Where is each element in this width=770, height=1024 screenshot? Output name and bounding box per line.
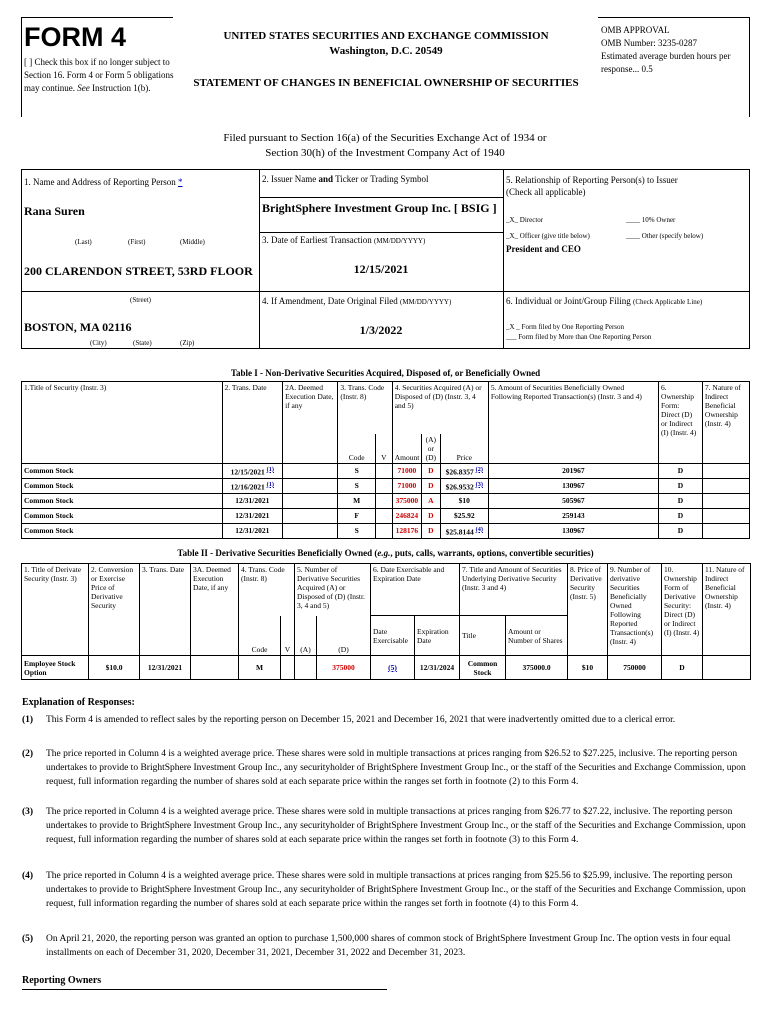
footnote-text: This Form 4 is amended to reflect sales by the reporting person on December 15, 2021 and December 16, 2021 that were inadvertently omitted due to a clerical error. — [46, 715, 676, 725]
table1 — [21, 381, 750, 539]
one-reporting-person-option[interactable]: _X _ Form filed by One Reporting Person — [506, 323, 625, 331]
box3-label: 3. Date of Earliest Transaction (MM/DD/YYYY) — [262, 235, 426, 245]
filed-pursuant-line2: Section 30(h) of the Investment Company Act of 1940 — [265, 147, 505, 159]
footnote-text: The price reported in Column 4 is a weighted average price. These shares were sold in multiple transactions at prices ranging from $25.56 to $25.99, inclusive. The reporting person undertakes to provide to BrightSphere Investment Group Inc., any securityholder of BrightSphere Investment Group Inc., or the staff of the Securities and Exchange Commission, upon request, full information regarding the number of shares sold at each separate price within the ranges set forth in footnote (4) to this Form 4. — [46, 871, 746, 909]
row-code: S — [338, 463, 376, 478]
row-owned: 259143 — [488, 508, 658, 523]
box5-sub: (Check all applicable) — [506, 187, 586, 197]
other-checkbox[interactable]: ____ Other (specify below) — [626, 232, 704, 240]
t1-h5: 5. Amount of Securities Beneficially Owned Following Reported Transaction(s) (Instr. 3 and 4) — [488, 382, 658, 464]
burden-hours: Estimated average burden hours per response... 0.5 — [601, 51, 731, 74]
box4-label: 4. If Amendment, Date Original Filed (MM/DD/YYYY) — [262, 296, 452, 306]
row-code: M — [338, 493, 376, 508]
t1-sub-code: Code — [338, 434, 376, 464]
t2-price: $10 — [568, 656, 608, 680]
state-label: (State) — [133, 339, 152, 347]
form-title: FORM 4 — [24, 22, 127, 52]
row-owned: 130967 — [488, 478, 658, 493]
row-deemed — [283, 463, 338, 478]
asterisk-link[interactable]: * — [177, 177, 183, 187]
box2-label: 2. Issuer Name and Ticker or Trading Symbol — [262, 174, 429, 184]
footnote-link[interactable]: (1) — [266, 480, 274, 488]
row-amount: 71000 — [392, 478, 421, 493]
row-date: 12/31/2021 — [222, 493, 283, 508]
t2-h7: 7. Title and Amount of Securities Underlying Derivative Security (Instr. 3 and 4) — [460, 564, 568, 616]
no-longer-subject-checkbox[interactable] — [24, 56, 174, 95]
box6-label: 6. Individual or Joint/Group Filing (Check Applicable Line) — [506, 296, 703, 306]
t1-h1: 1.Title of Security (Instr. 3) — [22, 382, 223, 464]
t2-h9: 9. Number of derivative Securities Beneficially Owned Following Reported Transaction(s) (Instr. 4) — [608, 564, 662, 656]
t1-sub-price: Price — [440, 434, 488, 464]
row-nature — [702, 508, 749, 523]
amendment-date: 1/3/2022 — [359, 323, 403, 337]
row-title: Common Stock — [22, 523, 223, 538]
explanation-title: Explanation of Responses: — [22, 697, 135, 708]
table-row — [22, 508, 750, 523]
t2-exp: 12/31/2024 — [415, 656, 460, 680]
t1-sub-ad: (A) or (D) — [421, 434, 440, 464]
director-checkbox[interactable]: _X_ Director — [506, 216, 544, 224]
t2-code: M — [239, 656, 281, 680]
row-form: D — [659, 523, 703, 538]
row-ad: D — [421, 508, 440, 523]
t2-title: Employee Stock Option — [22, 656, 89, 680]
earliest-transaction-date: 12/15/2021 — [353, 262, 409, 276]
reporting-owners-title: Reporting Owners — [22, 975, 102, 986]
row-v — [376, 523, 393, 538]
instruction-ref: Instruction 1(b). — [92, 83, 151, 93]
row-form: D — [659, 508, 703, 523]
row-deemed — [283, 523, 338, 538]
row-code: S — [338, 523, 376, 538]
t2-h11: 11. Nature of Indirect Beneficial Ownership (Instr. 4) — [703, 564, 751, 656]
row-deemed — [283, 493, 338, 508]
footnote-text: On April 21, 2020, the reporting person was granted an option to purchase 1,500,000 shares of common stock of BrightSphere Investment Group Inc. The option vests in four equal installments on each of December 31, 2020, December 31, 2021, December 31, 2022 and December 31, 2023. — [46, 934, 731, 958]
footnote-number: (4) — [22, 871, 34, 881]
officer-title: President and CEO — [506, 244, 581, 254]
row-code: F — [338, 508, 376, 523]
footnote-number: (2) — [22, 749, 34, 759]
row-ad: D — [421, 478, 440, 493]
city-label: (City) — [90, 339, 107, 347]
row-amount: 375000 — [392, 493, 421, 508]
filed-pursuant-line1: Filed pursuant to Section 16(a) of the Securities Exchange Act of 1934 or — [223, 132, 547, 144]
footnote-number: (1) — [22, 715, 34, 725]
row-amount: 246824 — [392, 508, 421, 523]
t2-owned: 750000 — [608, 656, 662, 680]
t2-conv: $10.0 — [89, 656, 140, 680]
t2-h8: 8. Price of Derivative Security (Instr. 5) — [568, 564, 608, 656]
row-date: 12/15/2021 $^{(1)}$ — [222, 463, 283, 478]
row-ad: D — [421, 523, 440, 538]
table-row — [22, 463, 750, 478]
fn5-link[interactable]: (5) — [388, 663, 397, 672]
t2-h10: 10. Ownership Form of Derivative Security: Direct (D) or Indirect (I) (Instr. 4) — [662, 564, 703, 656]
box1-label: 1. Name and Address of Reporting Person * — [24, 177, 183, 187]
row-price: $10 — [440, 493, 488, 508]
t2-form: D — [662, 656, 703, 680]
footnote-link[interactable]: (1) — [266, 465, 274, 473]
row-nature — [702, 478, 749, 493]
row-v — [376, 508, 393, 523]
footnote-link[interactable]: (2) — [475, 465, 483, 473]
row-price: $25.8144 $^{(4)}$ — [440, 523, 488, 538]
t1-sub-amount: Amount — [392, 434, 421, 464]
reporting-person-name: Rana Suren — [24, 204, 85, 218]
footnote-number: (3) — [22, 807, 34, 817]
t2-sub-date-ex: Date Exercisable — [371, 616, 415, 656]
t2-h3a: 3A. Deemed Execution Date, if any — [191, 564, 239, 656]
t2-u-amount: 375000.0 — [506, 656, 568, 680]
t2-sub-code: Code — [239, 616, 281, 656]
footnote-number: (5) — [22, 934, 34, 944]
t2-sub-a: (A) — [295, 616, 317, 656]
see-word: See — [77, 83, 90, 93]
table2-title: Table II - Derivative Securities Beneficially Owned (e.g., puts, calls, warrants, options, convertible securities) — [177, 548, 594, 558]
row-owned: 130967 — [488, 523, 658, 538]
omb-number: OMB Number: 3235-0287 — [601, 38, 697, 48]
t1-h2: 2. Trans. Date — [222, 382, 283, 464]
row-date: 12/31/2021 — [222, 523, 283, 538]
row-ad: A — [421, 493, 440, 508]
first-label: (First) — [128, 238, 146, 246]
row-title: Common Stock — [22, 463, 223, 478]
t2-h4: 4. Trans. Code (Instr. 8) — [239, 564, 295, 616]
row-form: D — [659, 478, 703, 493]
box5-label: 5. Relationship of Reporting Person(s) to Issuer — [506, 175, 678, 185]
row-title: Common Stock — [22, 478, 223, 493]
middle-label: (Middle) — [180, 238, 205, 246]
footnote-link[interactable]: (4) — [475, 525, 483, 533]
table2-row — [22, 656, 751, 680]
footnote-text: The price reported in Column 4 is a weighted average price. These shares were sold in multiple transactions at prices ranging from $26.52 to $27.225, inclusive. The reporting person undertakes to provide to BrightSphere Investment Group Inc., any securityholder of BrightSphere Investment Group Inc., or the staff of the Securities and Exchange Commission, upon request, full information regarding the number of shares sold at each separate price within the ranges set forth in footnote (2) to this Form 4. — [46, 749, 746, 787]
statement-title: STATEMENT OF CHANGES IN BENEFICIAL OWNERSHIP OF SECURITIES — [193, 77, 579, 89]
street-address: 200 CLARENDON STREET, 53RD FLOOR — [24, 264, 253, 278]
row-ad: D — [421, 463, 440, 478]
row-nature — [702, 463, 749, 478]
t2-sub-exp: Expiration Date — [415, 616, 460, 656]
t2-sub-d: (D) — [317, 616, 371, 656]
ten-percent-owner-checkbox[interactable]: ____ 10% Owner — [626, 216, 676, 224]
t2-d: 375000 — [317, 656, 371, 680]
check-box-text: [ ] Check this box if no longer subject to Section 16. Form 4 or Form 5 obligations may continue. — [24, 57, 174, 93]
t1-h2a: 2A. Deemed Execution Date, if any — [283, 382, 338, 464]
t1-h3: 3. Trans. Code (Instr. 8) — [338, 382, 392, 434]
agency-city: Washington, D.C. 20549 — [329, 45, 443, 57]
t2-sub-v: V — [281, 616, 295, 656]
table-row — [22, 478, 750, 493]
row-owned: 201967 — [488, 463, 658, 478]
table1-title: Table I - Non-Derivative Securities Acquired, Disposed of, or Beneficially Owned — [230, 368, 541, 378]
street-label: (Street) — [130, 296, 151, 304]
zip-label: (Zip) — [180, 339, 195, 347]
officer-checkbox[interactable]: _X_ Officer (give title below) — [506, 232, 590, 240]
row-price: $25.92 — [440, 508, 488, 523]
t2-h3: 3. Trans. Date — [140, 564, 191, 656]
more-reporting-persons-option[interactable]: ___ Form filed by More than One Reporting Person — [506, 333, 652, 341]
row-deemed — [283, 478, 338, 493]
city-state-zip: BOSTON, MA 02116 — [24, 320, 132, 334]
table2 — [21, 563, 751, 680]
table-row — [22, 523, 750, 538]
row-price: $26.8357 $^{(2)}$ — [440, 463, 488, 478]
t2-sub-title: Title — [460, 616, 506, 656]
t2-date: 12/31/2021 — [140, 656, 191, 680]
t1-h4: 4. Securities Acquired (A) or Disposed of (D) (Instr. 3, 4 and 5) — [392, 382, 488, 434]
t2-sub-amount: Amount or Number of Shares — [506, 616, 568, 656]
row-date: 12/16/2021 $^{(1)}$ — [222, 478, 283, 493]
row-amount: 71000 — [392, 463, 421, 478]
row-title: Common Stock — [22, 508, 223, 523]
table-row — [22, 493, 750, 508]
t1-h7: 7. Nature of Indirect Beneficial Ownership (Instr. 4) — [702, 382, 749, 464]
row-price: $26.9532 $^{(3)}$ — [440, 478, 488, 493]
agency-name: UNITED STATES SECURITIES AND EXCHANGE COMMISSION — [223, 30, 549, 42]
row-v — [376, 463, 393, 478]
t1-h6: 6. Ownership Form: Direct (D) or Indirect (I) (Instr. 4) — [659, 382, 703, 464]
row-deemed — [283, 508, 338, 523]
t2-h2: 2. Conversion or Exercise Price of Derivative Security — [89, 564, 140, 656]
row-code: S — [338, 478, 376, 493]
row-owned: 505967 — [488, 493, 658, 508]
footnote-link[interactable]: (3) — [475, 480, 483, 488]
issuer-name: BrightSphere Investment Group Inc. [ BSIG ] — [262, 201, 497, 215]
row-nature — [702, 523, 749, 538]
footnote-text: The price reported in Column 4 is a weighted average price. These shares were sold in multiple transactions at prices ranging from $26.77 to $27.22, inclusive. The reporting person undertakes to provide to BrightSphere Investment Group Inc., any securityholder of BrightSphere Investment Group Inc., or the staff of the Securities and Exchange Commission, upon request, full information regarding the number of shares sold at each separate price within the ranges set forth in footnote (3) to this Form 4. — [46, 807, 746, 845]
row-form: D — [659, 463, 703, 478]
row-amount: 128176 — [392, 523, 421, 538]
row-form: D — [659, 493, 703, 508]
t2-h5: 5. Number of Derivative Securities Acquired (A) or Disposed of (D) (Instr. 3, 4 and 5) — [295, 564, 371, 616]
last-label: (Last) — [75, 238, 92, 246]
t2-h6: 6. Date Exercisable and Expiration Date — [371, 564, 460, 616]
t2-u-title: Common Stock — [460, 656, 506, 680]
row-v — [376, 493, 393, 508]
row-title: Common Stock — [22, 493, 223, 508]
omb-approval: OMB APPROVAL — [601, 25, 670, 35]
t2-h1: 1. Title of Derivate Security (Instr. 3) — [22, 564, 89, 656]
row-date: 12/31/2021 — [222, 508, 283, 523]
t1-sub-v: V — [376, 434, 393, 464]
row-v — [376, 478, 393, 493]
row-nature — [702, 493, 749, 508]
